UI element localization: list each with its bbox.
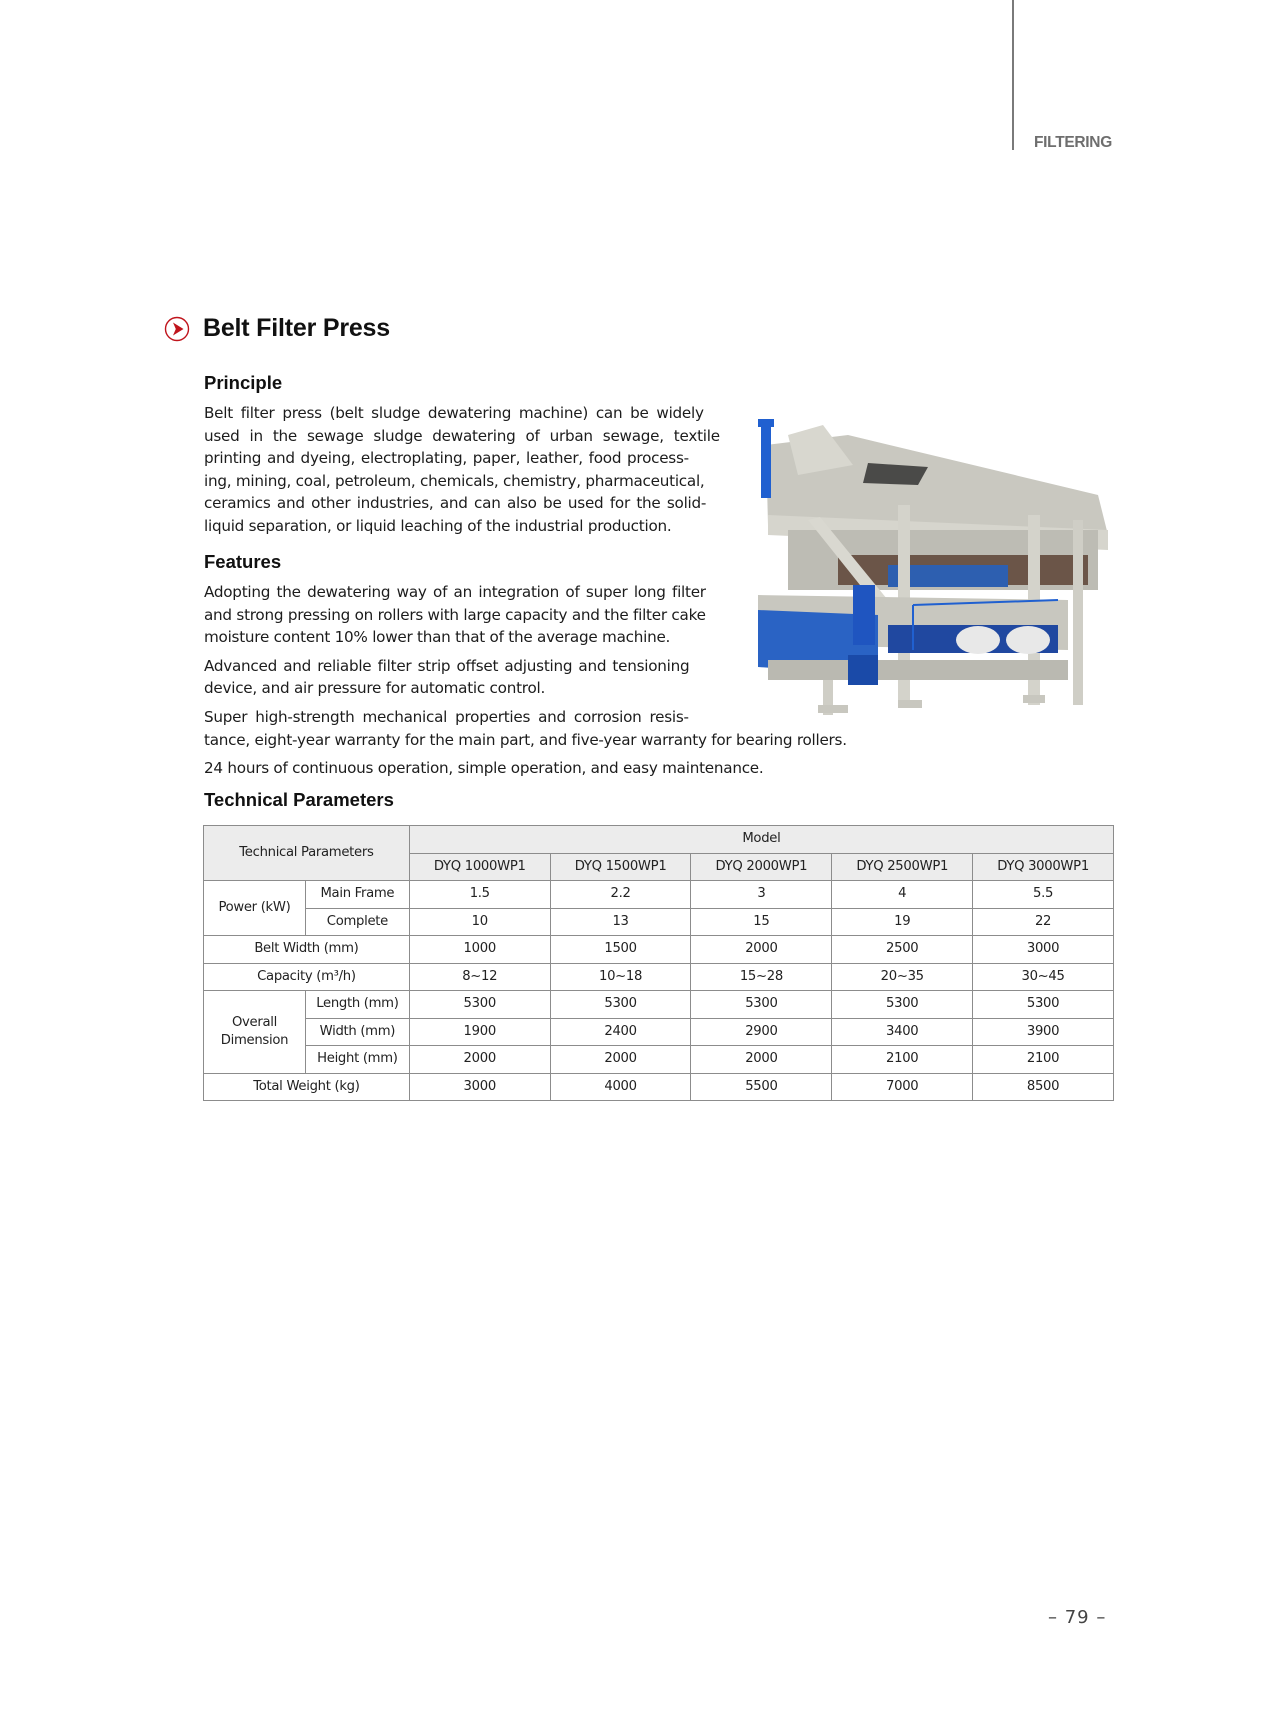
table-row: [204, 1073, 1114, 1101]
text-line: Super high-strength mechanical properties and corrosion resis-: [204, 707, 689, 726]
table-cell: 8500: [973, 1073, 1114, 1101]
table-cell: 2900: [691, 1018, 832, 1046]
table-cell: 22: [973, 908, 1114, 936]
red-circle-arrow-icon: [164, 316, 190, 342]
row-label: Belt Width (mm): [204, 936, 410, 964]
table-cell: 19: [832, 908, 973, 936]
table-cell: 5300: [973, 991, 1114, 1019]
table-row: [204, 1018, 1114, 1046]
table-cell: 2000: [691, 936, 832, 964]
table-cell: 5300: [832, 991, 973, 1019]
table-cell: 2.2: [550, 881, 691, 909]
table-cell: 2000: [550, 1046, 691, 1074]
table-cell: 2100: [973, 1046, 1114, 1074]
table-cell: 3: [691, 881, 832, 909]
table-cell: 3400: [832, 1018, 973, 1046]
principle-heading: Principle: [204, 372, 283, 393]
tech-params-table: [203, 825, 1114, 1101]
table-cell: 2500: [832, 936, 973, 964]
table-header-row: [204, 826, 1114, 854]
row-group-label-line: Overall: [231, 1014, 277, 1030]
table-cell: 15: [691, 908, 832, 936]
text-line: ceramics and other industries, and can also be used for the solid-: [204, 494, 707, 513]
table-row: [204, 881, 1114, 909]
table-cell: 2400: [550, 1018, 691, 1046]
text-line: tance, eight-year warranty for the main part, and five-year warranty for bearing rollers.: [204, 730, 847, 749]
table-cell: 5300: [409, 991, 550, 1019]
table-cell: 1500: [550, 936, 691, 964]
text-line: Belt filter press (belt sludge dewatering machine) can be widely: [204, 404, 704, 422]
table-cell: 4000: [550, 1073, 691, 1101]
principle-body: [204, 402, 722, 538]
features-heading: Features: [204, 551, 282, 572]
table-cell: 10: [409, 908, 550, 936]
table-cell: 1900: [409, 1018, 550, 1046]
table-cell: 5.5: [973, 881, 1114, 909]
feature-paragraph: [204, 757, 1104, 780]
model-name: DYQ 2000WP1: [691, 853, 832, 881]
table-cell: 5500: [691, 1073, 832, 1101]
text-line: and strong pressing on rollers with large capacity and the filter cake: [204, 605, 706, 624]
row-label: Main Frame: [305, 881, 409, 909]
table-cell: 15~28: [691, 963, 832, 991]
table-cell: 1000: [409, 936, 550, 964]
text-line: printing and dyeing, electroplating, paper, leather, food process-: [204, 449, 689, 468]
table-cell: 8~12: [409, 963, 550, 991]
table-corner-header: Technical Parameters: [204, 826, 410, 881]
page-title-row: [164, 314, 390, 343]
table-cell: 2000: [409, 1046, 550, 1074]
page-number: – 79 –: [1048, 1607, 1107, 1628]
row-group-label: Power (kW): [204, 881, 306, 936]
page-title: Belt Filter Press: [203, 314, 390, 342]
table-cell: 1.5: [409, 881, 550, 909]
row-label: Total Weight (kg): [204, 1073, 410, 1101]
table-cell: 13: [550, 908, 691, 936]
text-line: liquid separation, or liquid leaching of the industrial production.: [204, 516, 672, 535]
row-label: Height (mm): [305, 1046, 409, 1074]
row-label: Length (mm): [305, 991, 409, 1019]
row-label: Width (mm): [305, 1018, 409, 1046]
row-group-label: [204, 991, 306, 1074]
text-line: Adopting the dewatering way of an integration of super long filter: [204, 583, 706, 601]
header-vertical-rule: [1012, 0, 1014, 150]
text-line: used in the sewage sludge dewatering of urban sewage, textile: [204, 426, 720, 445]
model-name: DYQ 1000WP1: [409, 853, 550, 881]
table-row: [204, 936, 1114, 964]
table-cell: 3000: [409, 1073, 550, 1101]
text-line: moisture content 10% lower than that of the average machine.: [204, 628, 671, 647]
model-name: DYQ 3000WP1: [973, 853, 1114, 881]
model-header: Model: [409, 826, 1113, 854]
table-cell: 4: [832, 881, 973, 909]
table-cell: 30~45: [973, 963, 1114, 991]
text-line: 24 hours of continuous operation, simple operation, and easy maintenance.: [204, 759, 764, 778]
text-line: Advanced and reliable filter strip offset adjusting and tensioning: [204, 656, 690, 675]
text-line: ing, mining, coal, petroleum, chemicals, chemistry, pharmaceutical,: [204, 471, 705, 490]
table-row: [204, 908, 1114, 936]
table-row: [204, 1046, 1114, 1074]
row-label: Complete: [305, 908, 409, 936]
model-name: DYQ 1500WP1: [550, 853, 691, 881]
row-group-label-line: Dimension: [220, 1032, 289, 1048]
table-cell: 3900: [973, 1018, 1114, 1046]
table-cell: 5300: [550, 991, 691, 1019]
table-cell: 20~35: [832, 963, 973, 991]
table-cell: 2000: [691, 1046, 832, 1074]
section-tag: FILTERING: [1034, 134, 1112, 151]
table-row: [204, 963, 1114, 991]
text-line: device, and air pressure for automatic control.: [204, 679, 546, 698]
table-cell: 7000: [832, 1073, 973, 1101]
belt-filter-press-photo: [728, 405, 1118, 730]
table-cell: 2100: [832, 1046, 973, 1074]
row-label: Capacity (m³/h): [204, 963, 410, 991]
table-cell: 5300: [691, 991, 832, 1019]
table-cell: 10~18: [550, 963, 691, 991]
table-cell: 3000: [973, 936, 1114, 964]
table-row: [204, 991, 1114, 1019]
tech-params-heading: Technical Parameters: [204, 789, 394, 810]
model-name: DYQ 2500WP1: [832, 853, 973, 881]
